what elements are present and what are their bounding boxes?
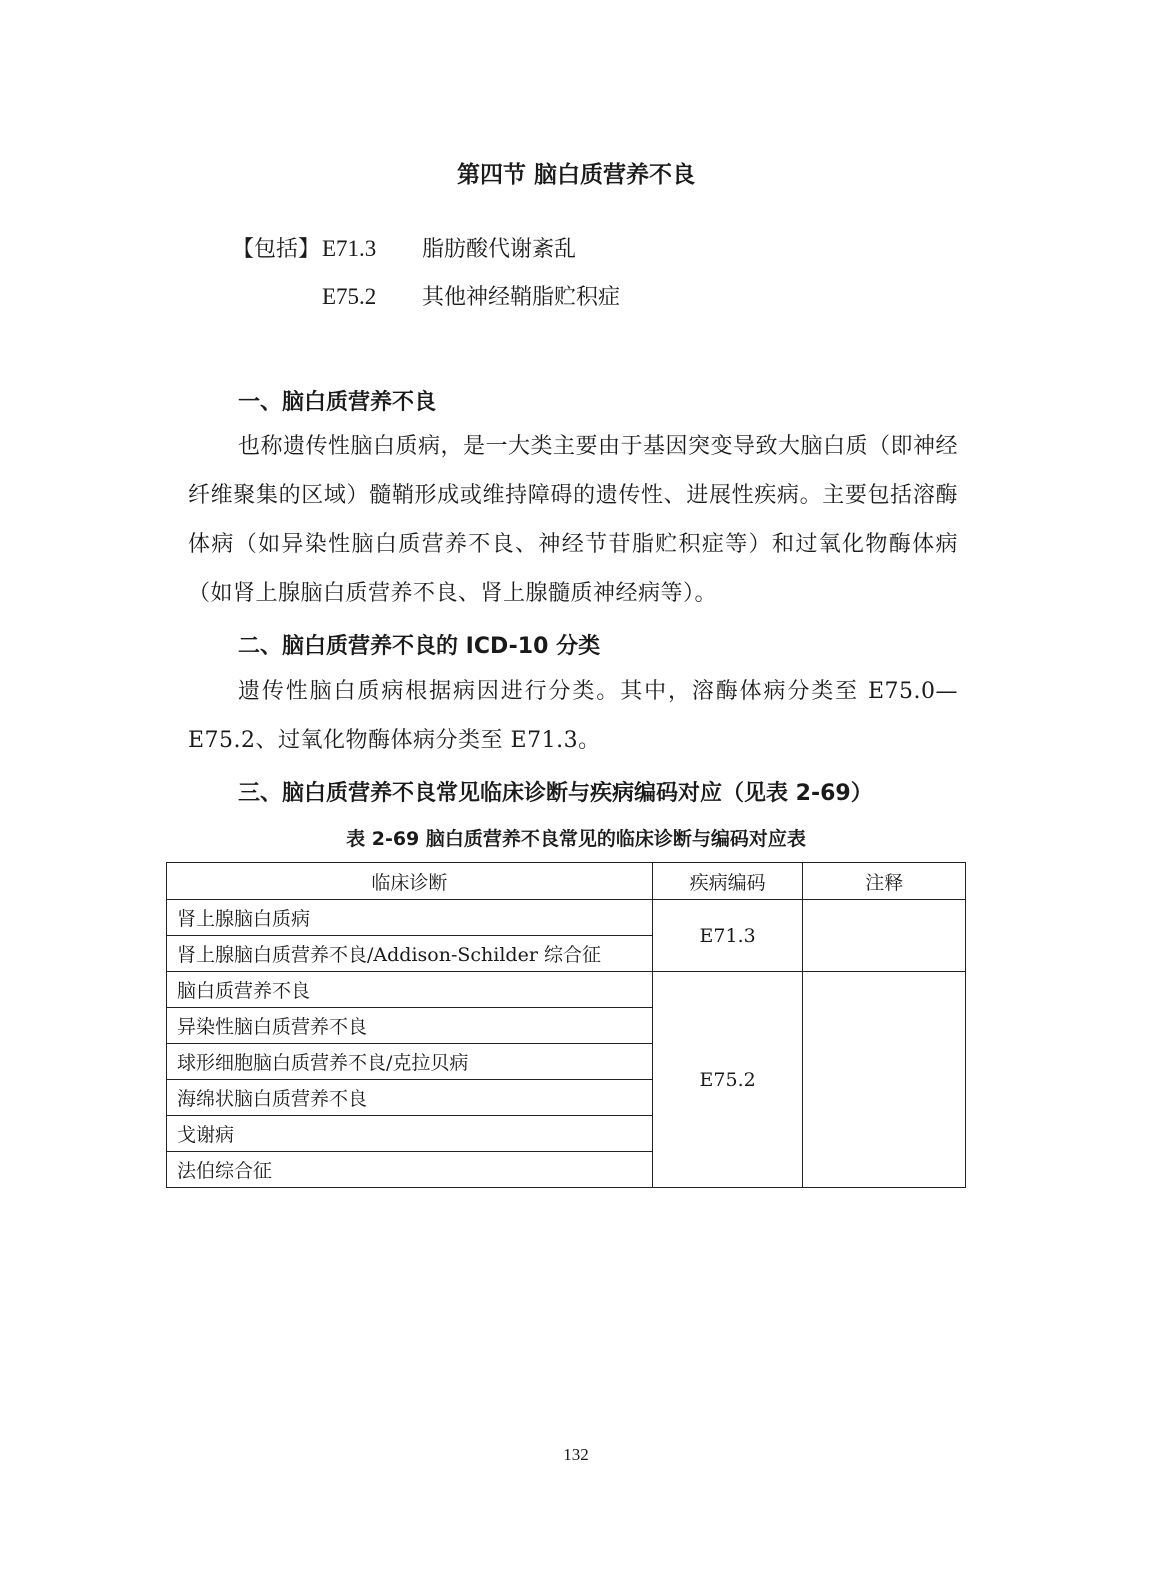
diagnosis-cell: 异染性脑白质营养不良 — [167, 1008, 653, 1044]
diagnosis-cell: 肾上腺脑白质营养不良/Addison-Schilder 综合征 — [167, 936, 653, 972]
heading-1: 一、脑白质营养不良 — [238, 390, 437, 415]
diagnosis-cell: 法伯综合征 — [167, 1152, 653, 1188]
diagnosis-code-table — [166, 862, 966, 1188]
include-description: 其他神经鞘脂贮积症 — [422, 285, 621, 310]
include-row-1 — [232, 232, 576, 263]
include-row-2 — [322, 280, 620, 311]
code-cell: E71.3 — [652, 900, 803, 972]
include-tag: 【包括】 — [232, 237, 321, 262]
code-cell: E75.2 — [652, 972, 803, 1188]
table-row — [167, 900, 966, 936]
page-number: 132 — [563, 1445, 589, 1464]
diagnosis-cell: 球形细胞脑白质营养不良/克拉贝病 — [167, 1044, 653, 1080]
header-diagnosis: 临床诊断 — [167, 863, 653, 900]
table-caption: 表 2-69 脑白质营养不良常见的临床诊断与编码对应表 — [346, 828, 806, 850]
note-cell — [803, 900, 966, 972]
include-code: E71.3 — [322, 236, 377, 261]
note-cell — [803, 972, 966, 1188]
paragraph-1: 也称遗传性脑白质病，是一大类主要由于基因突变导致大脑白质（即神经纤维聚集的区域）髓鞘形成或维持障碍的遗传性、进展性疾病。主要包括溶酶体病（如异染性脑白质营养不良、神经节苷脂贮积症等）和过氧化物酶体病（如肾上腺脑白质营养不良、肾上腺髓质神经病等）。 — [188, 434, 959, 606]
table-row — [167, 972, 966, 1008]
header-note: 注释 — [803, 863, 966, 900]
heading-3: 三、脑白质营养不良常见临床诊断与疾病编码对应（见表 2-69） — [238, 781, 873, 806]
header-code: 疾病编码 — [652, 863, 803, 900]
include-description: 脂肪酸代谢紊乱 — [422, 237, 577, 262]
diagnosis-cell: 海绵状脑白质营养不良 — [167, 1080, 653, 1116]
table-header-row — [167, 863, 966, 900]
section-title: 第四节 脑白质营养不良 — [456, 162, 695, 188]
include-code: E75.2 — [322, 284, 377, 309]
diagnosis-cell: 戈谢病 — [167, 1116, 653, 1152]
heading-2: 二、脑白质营养不良的 ICD-10 分类 — [238, 634, 601, 659]
diagnosis-cell: 肾上腺脑白质病 — [167, 900, 653, 936]
diagnosis-cell: 脑白质营养不良 — [167, 972, 653, 1008]
paragraph-2: 遗传性脑白质病根据病因进行分类。其中，溶酶体病分类至 E75.0—E75.2、过氧化物酶体病分类至 E71.3。 — [188, 679, 958, 753]
